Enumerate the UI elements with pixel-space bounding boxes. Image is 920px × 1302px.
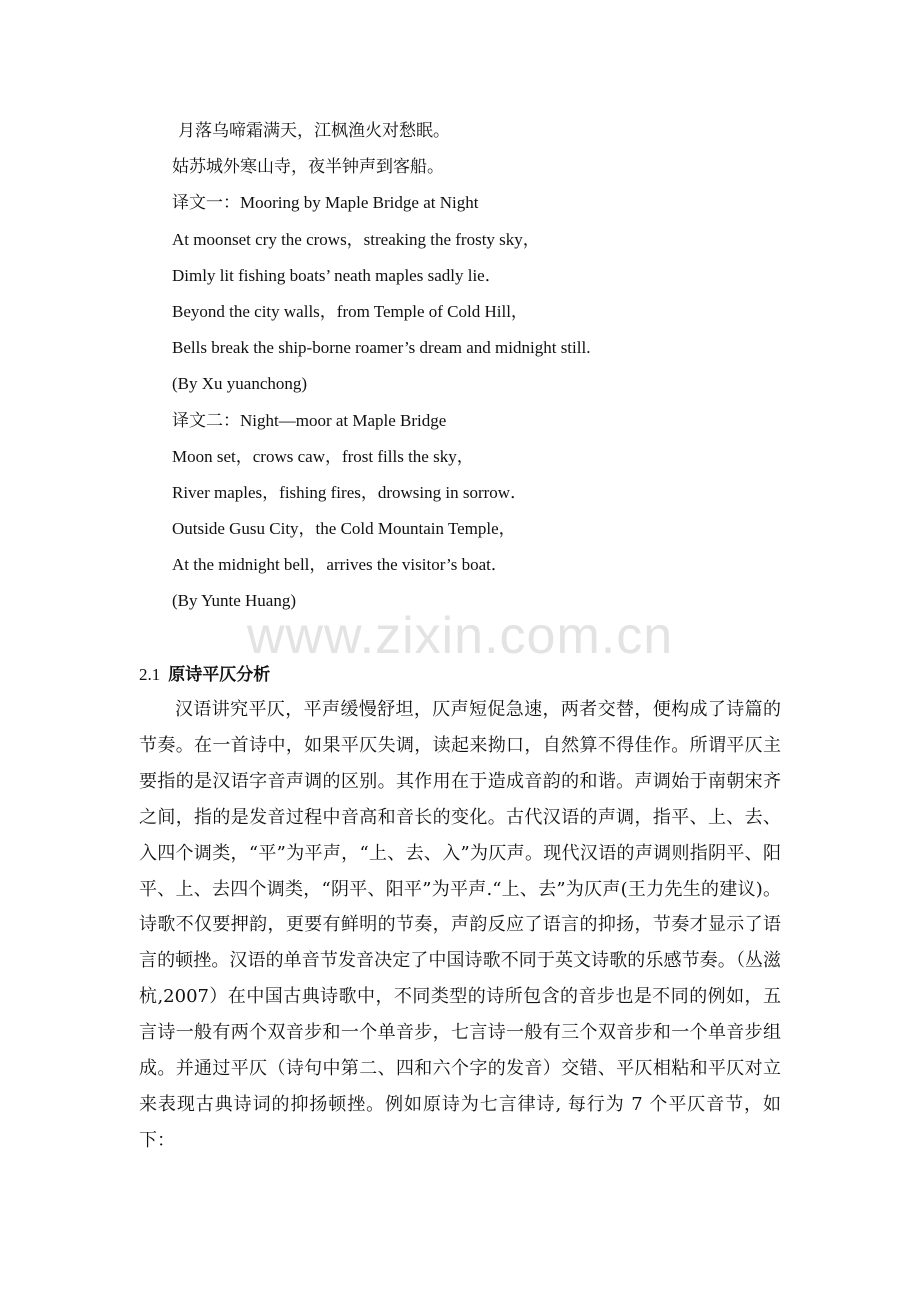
section-title: 原诗平仄分析 [168,665,271,685]
poem-block [172,113,812,620]
poem-line-original-2: 姑苏城外寒山寺，夜半钟声到客船。 [172,157,444,178]
translation-one-line-4: Bells break the ship-borne roamer’s dream and midnight still. [172,338,591,358]
translation-one-heading: 译文一：Mooring by Maple Bridge at Night [172,193,479,213]
section-heading [139,660,270,690]
poem-line-original-1: 月落乌啼霜满天，江枫渔火对愁眠。 [178,121,450,141]
translation-two-heading: 译文二：Night—moor at Maple Bridge [172,410,447,430]
translation-two-line-2: River maples，fishing fires，drowsing in sorrow． [172,482,528,502]
section-number: 2.1 [139,665,161,684]
translation-one-line-2: Dimly lit fishing boats’ neath maples sadly lie． [172,265,502,285]
translation-two-line-3: Outside Gusu City，the Cold Mountain Temple， [172,519,516,539]
section-paragraph: 汉语讲究平仄，平声缓慢舒坦，仄声短促急速，两者交替，便构成了诗篇的节奏。在一首诗中，如果平仄失调，读起来拗口，自然算不得佳作。所谓平仄主要指的是汉语字音声调的区别。其作用在于造成音韵的和谐。声调始于南朝宋齐之间，指的是发音过程中音高和音长的变化。古代汉语的声调，指平、上、去、入四个调类，“平”为平声，“上、去、入”为仄声。现代汉语的声调则指阴平、阳平、上、去四个调类，“阴平、阳平”为平声.“上、去”为仄声(王力先生的建议)。诗歌不仅要押韵，更要有鲜明的节奏，声韵反应了语言的抑扬，节奏才显示了语言的顿挫。汉语的单音节发音决定了中国诗歌不同于英文诗歌的乐感节奏。（丛滋杭,2007）在中国古典诗歌中，不同类型的诗所包含的音步也是不同的例如，五言诗一般有两个双音步和一个单音步，七言诗一般有三个双音步和一个单音步组成。并通过平仄（诗句中第二、四和六个字的发音）交错、平仄相粘和平仄对立来表现古典诗词的抑扬顿挫。例如原诗为七言律诗, 每行为 7 个平仄音节，如下： [139,699,781,1151]
translation-one-line-1: At moonset cry the crows，streaking the frosty sky， [172,229,540,249]
translation-two-line-4: At the midnight bell，arrives the visitor’s boat． [172,555,508,575]
watermark: www.zixin.com.cn [246,607,674,665]
translation-one-line-3: Beyond the city walls，from Temple of Cold Hill， [172,301,528,321]
translation-two-credit: (By Yunte Huang) [172,591,297,611]
translation-two-line-1: Moon set，crows caw，frost fills the sky， [172,446,474,466]
translation-one-credit: (By Xu yuanchong) [172,374,308,394]
